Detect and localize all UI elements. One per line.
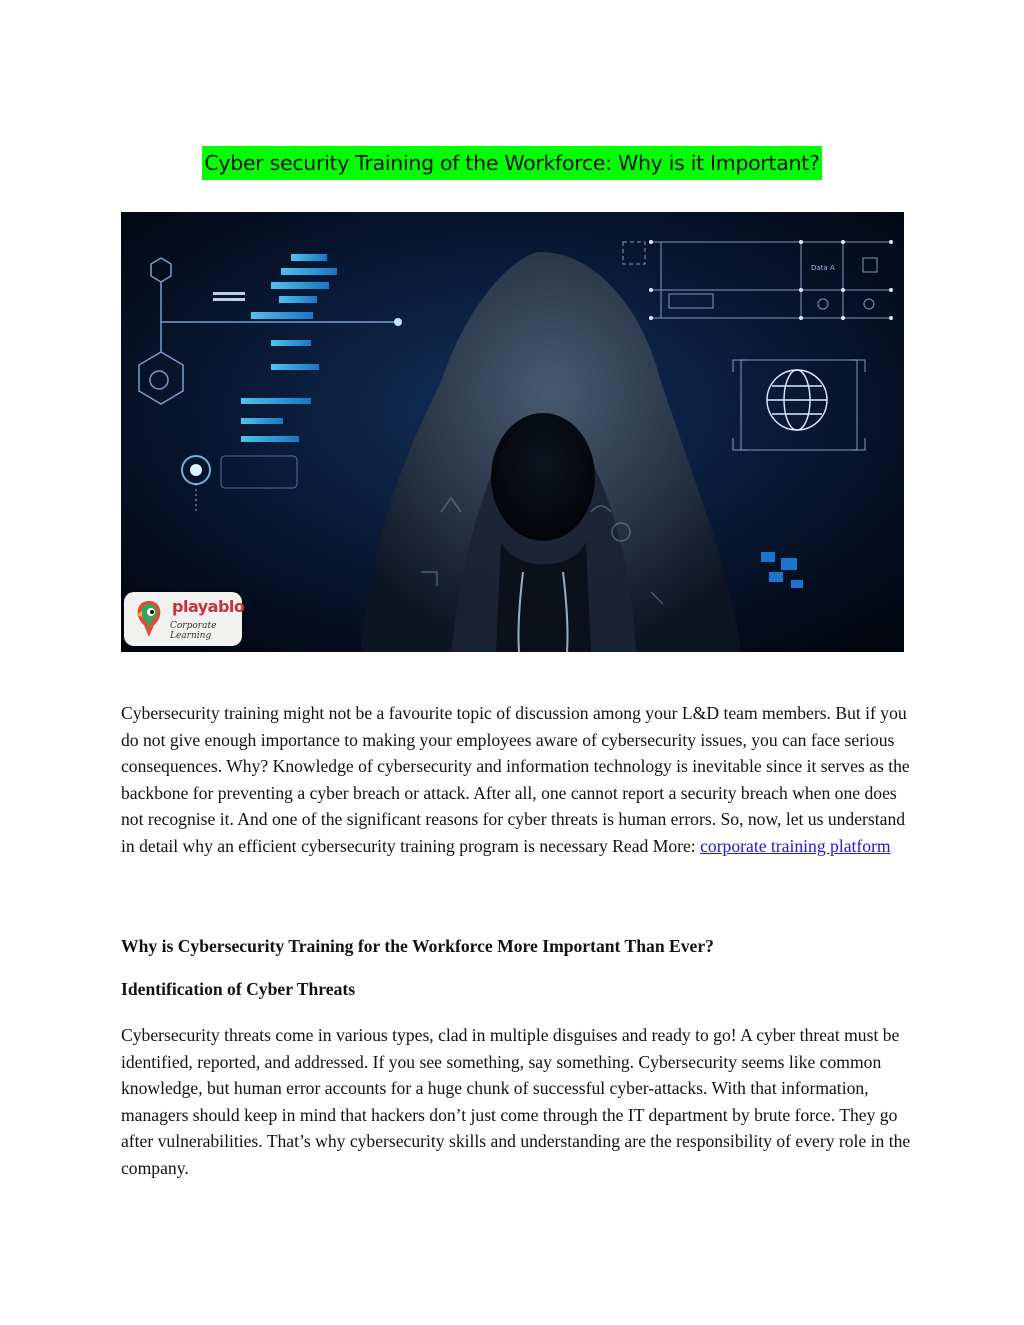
hero-illustration (121, 212, 904, 652)
parrot-logo-icon (132, 599, 166, 639)
section-heading: Why is Cybersecurity Training for the Workforce More Important Than Ever? (121, 936, 714, 956)
page-title: Cyber security Training of the Workforce: Why is it Important? (202, 146, 821, 180)
shadowed-face (491, 413, 595, 541)
hero-image (121, 212, 904, 652)
playablo-logo (124, 592, 245, 646)
intro-paragraph-text: Cybersecurity training might not be a favourite topic of discussion among your L&D team members. But if you do not give enough importance to making your employees aware of cybersecurity issues, you can face serious consequences. Why? Knowledge of cybersecurity and information technology is inevitable since it serves as the backbone for preventing a cyber breach or attack. After all, one cannot report a security breach when one does not recognise it. And one of the significant reasons for cyber threats is human errors. So, now, let us understand in detail why an efficient cybersecurity training program is necessary Read More: (121, 703, 910, 856)
hud-target-dot (190, 464, 202, 476)
subsection-heading: Identification of Cyber Threats (121, 979, 356, 999)
title-container (0, 146, 1024, 180)
intro-paragraph (121, 700, 911, 859)
logo-tagline: Corporate Learning (170, 621, 217, 641)
hud-node (394, 318, 402, 326)
logo-brand-text: playablo (172, 597, 245, 616)
threats-paragraph: Cybersecurity threats come in various types, clad in multiple disguises and ready to go! A cyber threat must be identified, reported, and addressed. If you see something, say something. Cybersecurity seems like common knowledge, but human error accounts for a huge chunk of successful cyber-attacks. With that information, managers should keep in mind that hackers don’t just come through the IT department by brute force. They go after vulnerabilities. That’s why cybersecurity skills and understanding are the responsibility of every role in the company. (121, 1025, 911, 1178)
hud-panel-label: Data A (811, 264, 835, 272)
corporate-training-platform-link[interactable]: corporate training platform (700, 835, 891, 856)
